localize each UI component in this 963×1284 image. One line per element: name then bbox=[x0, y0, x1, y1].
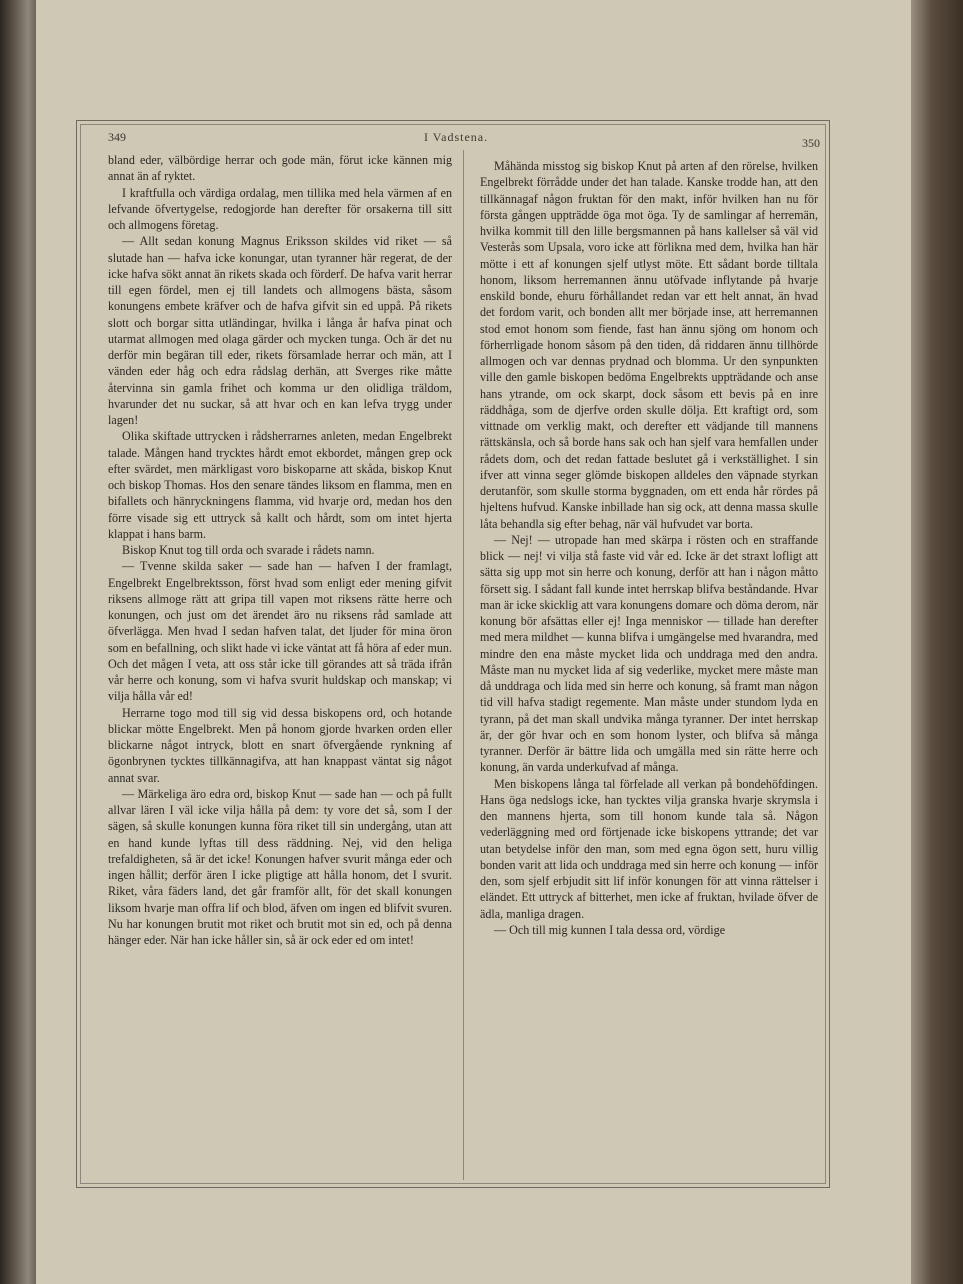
book-binding-left bbox=[0, 0, 40, 1284]
text-column-right bbox=[480, 158, 818, 938]
paragraph: — Märkeliga äro edra ord, biskop Knut — sade han — och på fullt allvar lären I väl icke vilja hålla på dem: ty vore det så, som I der sägen, så skulle konungen kunna föra riket till sin undergång, utan att en hand kunde lyftas till dess räddning. Nej, vid den heliga trefaldigheten, så är det icke! Konungen hafver svurit många eder och ingen hållit; derför ären I icke pligtige att hålla honom, det I svurit. Riket, våra fäders land, det går framför allt, för det skall konungen liksom hvarje man offra lif och blod, äfven om ingen ed blifvit svuren. Nu har konungen brutit mot riket och brutit mot sin ed, och på denna hänger eder. När han icke håller sin, så är ock eder ed om intet! bbox=[108, 786, 452, 947]
paragraph: — Tvenne skilda saker — sade han — hafven I der framlagt, Engelbrekt Engelbrektsson, först hvad som enligt eder mening gifvit riksens allmoge rätt att gripa till vapen mot riksens rätte herre och konungen, och just om det ärendet äro nu riksens råd samlade att öfverlägga. Men hvad I sedan hafven talat, det ljuder för mina öron som en befallning, och slikt hade vi icke väntat att få höra af eder mun. Och det mågen I veta, att oss står icke till görandes att så träda ifrån vår herre och konung, som vi hafva svurit huldskap och manskap; vi vilja hålla vår ed! bbox=[108, 559, 452, 704]
paragraph: Herrarne togo mod till sig vid dessa biskopens ord, och hotande blickar mötte Engelbrekt. Men på honom gjorde hvarken orden eller blickarne något intryck, blott en snart öfvergående rynkning af ögonbrynen tycktes tillkännagifva, att han knappast väntat sig något annat svar. bbox=[108, 705, 452, 785]
paragraph: Måhända misstog sig biskop Knut på arten af den rörelse, hvilken Engelbrekt förrådde under det han talade. Kanske trodde han, att den tillkännagaf någon fruktan för den makt, inför hvilken han nu för första gången uppträdde öga mot öga. Ty de samlingar af herremän, hvilka kommit till den lille bergsmannen på hans kallelser så väl vid Vesterås som Upsala, voro icke att förlikna med dem, hvilka han här mötte i ett af konungen sjelf utlyst möte. Ett sådant borde tilltala honom, liksom herremannen ännu utöfvade inflytande på hvarje enskild bonde, ehuru förhållandet redan var ett helt annat, än hvad det fordom varit, och bonden allt mer började inse, att herremannen stod emot honom som fiende, fast han ännu sjöng om honom och förherrligade honom såsom på den tiden, då riddaren ännu tillhörde allmogen och var dennas prydnad och blomma. Ur den synpunkten ville den gamle biskopen bedöma Engelbrekts uppträdande och anse hans ytrande, om ock skarpt, dock såsom ett bevis på en inre räddhåga, som de djerfve orden skulle dölja. Ett kraftigt ord, som vittnade om verklig makt, och derefter ett vädjande till mannens rättskänsla, och så borde hans sak och han sjelf vara hemfallen under rådets dom, och det redan fattade beslutet gå i verkställighet. I sin ifver att vinna seger glömde biskopen alldeles den väpnade styrkan derutanför, som skulle storma byggnaden, om ett enda hår rördes på hjeltens hufvud. Kanske inbillade han sig ock, att denna massa skulle låta behandla sig efter behag, när väl hufvudet var borta. bbox=[480, 159, 818, 531]
paragraph: — Och till mig kunnen I tala dessa ord, vördige bbox=[494, 922, 726, 937]
paragraph: Men biskopens långa tal förfelade all verkan på bondehöfdingen. Hans öga nedslogs icke, han tycktes vilja granska hvarje skrymsla i den mannens hjerta, som till honom kunde tala så. Någon vederläggning med ord förtjenade icke biskopens yttrande; det var utan betydelse inför den man, som med egna ögon sett, huru villig bonden varit att lida och unddraga med sin herre och konung — inför den, som sjelf erbjudit sitt lif inför konungen för att vinna rättelser i eländet. Ett uttryck af bitterhet, men icke af fruktan, hvilade öfver de ädla, manliga dragen. bbox=[480, 776, 818, 921]
column-divider bbox=[463, 150, 464, 1180]
paragraph: Biskop Knut tog till orda och svarade i rådets namn. bbox=[122, 543, 375, 557]
running-header bbox=[104, 128, 822, 150]
paragraph: I kraftfulla och värdiga ordalag, men tillika med hela värmen af en lefvande öfvertygelse, redogjorde han derefter för orsakerna till sitt och allmogens företag. bbox=[108, 185, 452, 232]
page-number-left: 349 bbox=[108, 130, 126, 144]
page-number-right: 350 bbox=[802, 136, 820, 150]
running-title: I Vadstena. bbox=[424, 130, 489, 144]
text-column-left bbox=[108, 152, 452, 948]
paragraph: — Allt sedan konung Magnus Eriksson skildes vid riket — så slutade han — hafva icke konungar, utan tyranner här regerat, de der icke hafva sökt annat än rikets skada och förderf. De hafva varit herrar till egen fördel, men ej till landets och allmogens bästa, såsom konungens embete kräfver och de hafva gifvit sin ed uppå. På rikets slott och borgar sitta utländingar, hvilka i långa år hafva pinat och utarmat allmogen med olaga gärder och mycken tunga. Och är det nu derför min begäran till eder, rikets församlade herrar och män, att I vänden eder håg och edra rådslag derhän, att Sverges rike måtte återvinna sin gamla frihet och komma ur den olidliga träldom, hvarunder det nu suckar, så att hvar och en kan lefva trygg under lagen! bbox=[108, 234, 452, 427]
paragraph: bland eder, välbördige herrar och gode män, förut icke kännen mig annat än af ryktet. bbox=[108, 153, 452, 184]
book-binding-right bbox=[911, 0, 963, 1284]
paragraph: Olika skiftade uttrycken i rådsherrarnes anleten, medan Engelbrekt talade. Mången hand trycktes hårdt emot ekbordet, mången grep ock efter svärdet, men märkligast voro biskoparne att skåda, biskop Knut och biskop Thomas. Hos den senare tändes liksom en flamma, men en bifallets och hänryckningens flamma, vid hvarje ord, medan hos den förre visade sig ett uttryck så kallt och hårdt, som om intet hjerta klappat i hans barm. bbox=[108, 429, 452, 541]
paragraph: — Nej! — utropade han med skärpa i rösten och en straffande blick — nej! vi vilja stå faste vid vår ed. Icke är det straxt lofligt att sätta sig upp mot sin herre och konung, derför att han i någon måtto försett sig. I sådant fall kunde intet herrskap blifva beståndande. Hvar man är icke skicklig att vara konungens domare och döma derom, när konung bör afsättas eller ej! Inga menniskor — tillade han derefter med mera mildhet — kunna blifva i umgängelse med hvarandra, med mindre den ena måste mycket lida och unddraga med den andra. Måste man nu mycket lida af sig vederlike, mycket mere måste man då unddraga och lida med sin herre och konung, så framt man någon tid vill hafva stadigt regemente. Man måste under stundom lyda en tyrann, på det man skall undvika många tyranner. Der intet herrskap är, der gör hvar och en som honom lyster, och blifva så många tyranner. Derför är bättre lida och umgälla med sin rätte herre och konung, än varda underkufvad af många. bbox=[480, 532, 818, 775]
